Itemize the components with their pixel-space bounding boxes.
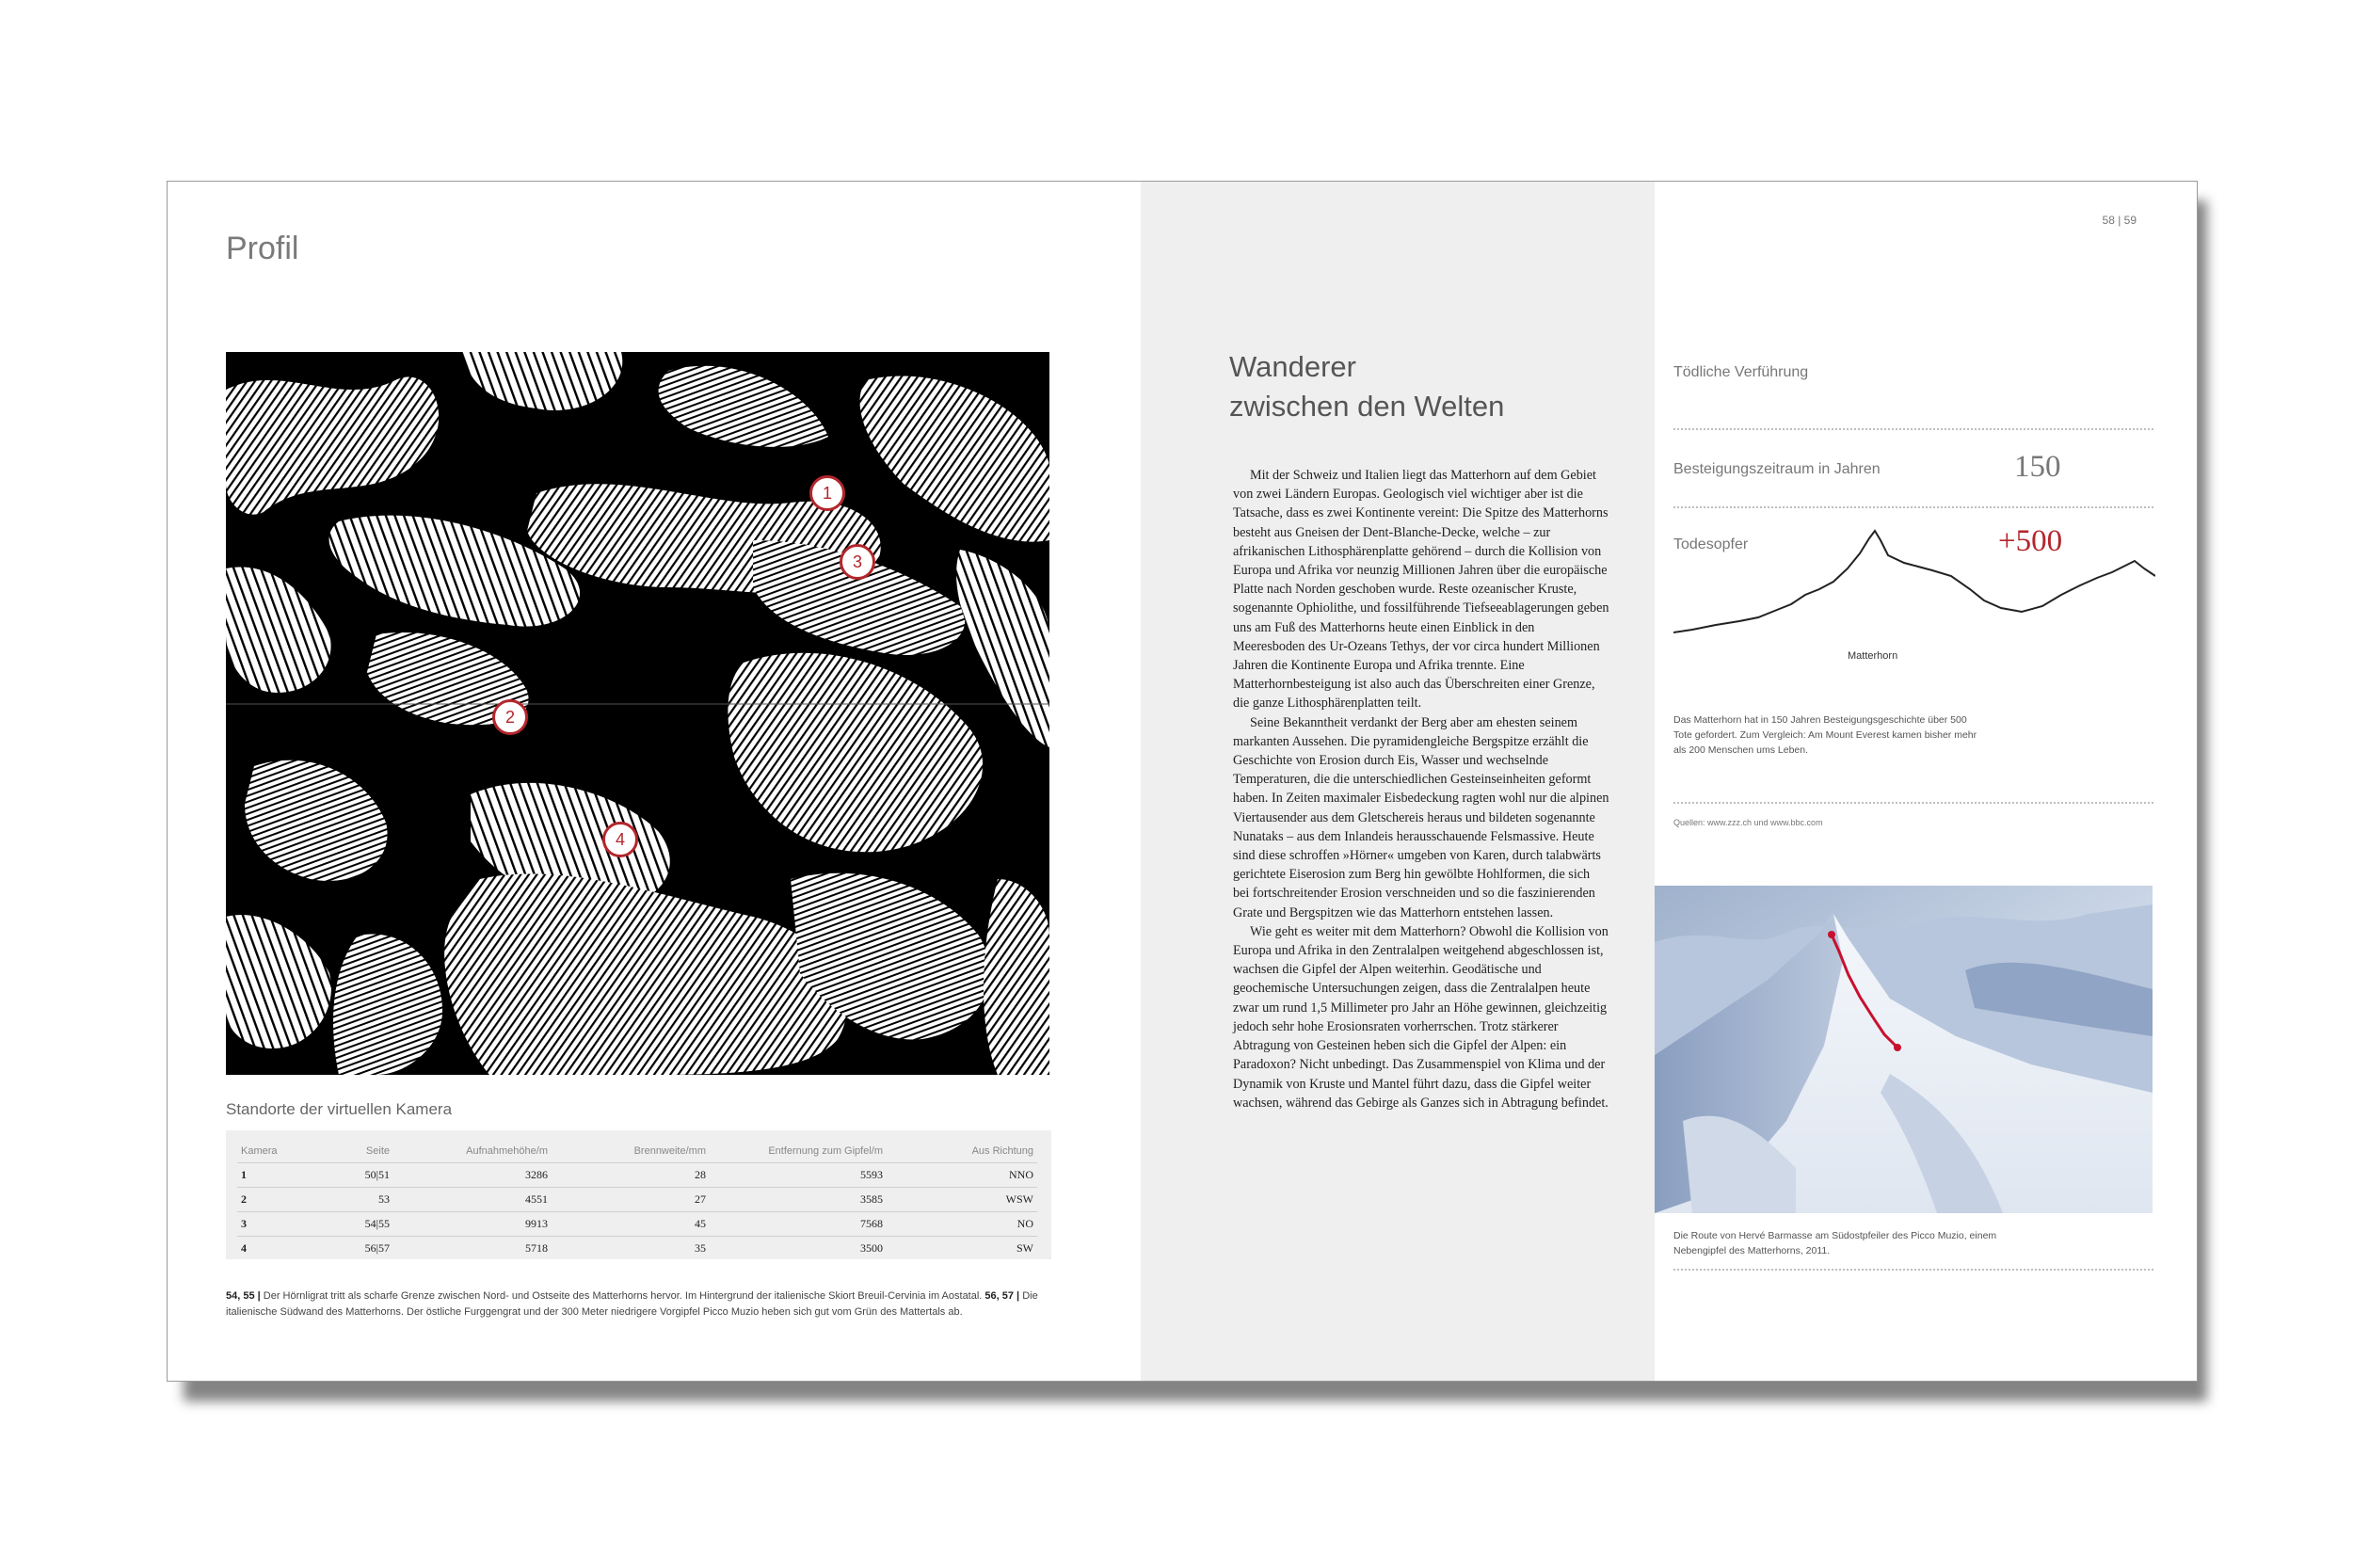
table-cell: NO: [887, 1212, 1037, 1237]
article-column: [1141, 182, 1655, 1381]
article-body: [1233, 466, 1609, 1112]
article-title-line: zwischen den Welten: [1229, 390, 1505, 423]
column-header: Seite: [365, 1145, 390, 1157]
right-page: [1655, 182, 2197, 1381]
table-cell: 50|51: [311, 1163, 393, 1188]
section-title: Profil: [226, 231, 299, 266]
book-spread: [167, 181, 2198, 1382]
table-cell: 5593: [710, 1163, 887, 1188]
table-cell: WSW: [887, 1188, 1037, 1212]
camera-marker-4: 4: [602, 822, 638, 857]
camera-marker-3: 3: [840, 544, 875, 580]
table-cell: 4: [237, 1237, 311, 1261]
contour-map-image: [226, 352, 1049, 1075]
table-cell: 28: [552, 1163, 710, 1188]
table-cell: 3286: [393, 1163, 552, 1188]
paragraph: Seine Bekanntheit verdankt der Berg aber am ehesten seinem markanten Aussehen. Die pyramidengleiche Bergspitze erzählt die Geschichte von Erosion durch Eis, Wasser und wechselnde Temperaturen, die die unterschiedlichen Gesteinseinheiten geformt haben. In Zeiten maximaler Eisbedeckung ragten wohl nur die alpinen Viertausender aus dem Gletschereis heraus und bildeten sogenannte Nunataks – aus dem Inlandeis herausschauende Felsmassive. Heute sind diese schroffen »Hörner« umgeben von Karen, durch talabwärts gerichtete Eiserosion zum Berg hin gewölbte Hohlformen, die sich bei fortschreitender Erosion verschneiden und so die faszinierenden Grate und Bergspitzen wie das Matterhorn entstehen lassen.: [1233, 714, 1609, 920]
column-header: Aus Richtung: [971, 1145, 1033, 1157]
table-cell: 4551: [393, 1188, 552, 1212]
page-number: 58 | 59: [2102, 214, 2137, 227]
mountain-profile-graphic: [1673, 527, 2155, 640]
table-title: Standorte der virtuellen Kamera: [226, 1100, 453, 1118]
table-cell: 45: [552, 1212, 710, 1237]
table-row: [237, 1163, 1037, 1188]
paragraph: Mit der Schweiz und Italien liegt das Matterhorn auf dem Gebiet von zwei Ländern Europas. Geologisch viel wichtiger aber ist die Tatsache, dass es zwei Kontinente vereint: Die Spitze des Matterhorns besteht aus Gneisen der Dent-Blanche-Decke, welche – zur afrikanischen Lithosphärenplatte gehörend – durch die Kollision von Europa und Afrika vor neunzig Millionen Jahren über die europäische Platte nach Norden geschoben wurde. Reste ozeanischer Kruste, sogenannte Ophiolithe, und fossilführende Tiefseeablagerungen geben uns am Fuß des Matterhorns heute einen Einblick in den Meeresboden des Ur-Ozeans Tethys, der vor circa hundert Millionen Jahren die Kontinente Europa und Afrika trennte. Eine Matterhornbesteigung ist also auch das Überschreiten einer Grenze, die ganze Lithosphärenplatten teilt.: [1233, 468, 1609, 712]
article-title-line: Wanderer: [1229, 350, 1356, 383]
caption-ref: 54, 55 |: [226, 1290, 261, 1302]
table-cell: 3: [237, 1212, 311, 1237]
divider: [1673, 506, 2153, 508]
table-row: [237, 1237, 1037, 1261]
mountain-photo: [1655, 886, 2153, 1213]
table-cell: 2: [237, 1188, 311, 1212]
table-cell: 9913: [393, 1212, 552, 1237]
stat-value: +500: [1998, 524, 2063, 558]
camera-table: [226, 1130, 1051, 1259]
image-caption: [226, 1288, 1054, 1320]
divider: [1673, 1269, 2153, 1271]
stat-label: Todesopfer: [1673, 536, 1749, 552]
column-header: Brennweite/mm: [633, 1145, 706, 1157]
table-header-row: [237, 1140, 1037, 1163]
divider: [1673, 802, 2153, 804]
left-page: [168, 182, 1141, 1381]
camera-marker-1: 1: [809, 475, 845, 511]
column-header: Aufnahmehöhe/m: [466, 1145, 548, 1157]
table-row: [237, 1188, 1037, 1212]
divider: [1673, 428, 2153, 430]
table-cell: 7568: [710, 1212, 887, 1237]
caption-text: Die italienische Südwand des Matterhorns. Der östliche Furggengrat und der 300 Meter niedrigere Vorgipfel Picco Muzio heben sich gut vom Grün des Mattertals ab.: [226, 1290, 1038, 1318]
table-cell: 53: [311, 1188, 393, 1212]
caption-text: Der Hörnligrat tritt als scharfe Grenze zwischen Nord- und Ostseite des Matterhorns hervor. Im Hintergrund der italienische Skiort Breuil-Cervinia im Aostatal.: [260, 1290, 983, 1302]
table-cell: NNO: [887, 1163, 1037, 1188]
caption-ref: 56, 57 |: [982, 1290, 1020, 1302]
column-header: Entfernung zum Gipfel/m: [768, 1145, 883, 1157]
table-cell: 5718: [393, 1237, 552, 1261]
article-title: [1229, 347, 1504, 426]
infobox-note: Das Matterhorn hat in 150 Jahren Besteigungsgeschichte über 500 Tote gefordert. Zum Vergleich: Am Mount Everest kamen bisher mehr als 200 Menschen ums Leben.: [1673, 714, 1977, 756]
photo-caption: Die Route von Hervé Barmasse am Südostpfeiler des Picco Muzio, einem Nebengipfel des Matterhorns, 2011.: [1673, 1230, 1997, 1256]
paragraph: Wie geht es weiter mit dem Matterhorn? Obwohl die Kollision von Europa und Afrika in den Zentralalpen weitgehend abgeschlossen ist, wachsen die Gipfel der Alpen weiterhin. Geodätische und geochemische Untersuchungen zeigen, dass die Zentralalpen heute zwar um rund 1,5 Millimeter pro Jahr an Höhe gewinnen, gleichzeitig jedoch sehr hohe Erosionsraten vorherrschen. Trotz stärkerer Abtragung von Gesteinen heben sich die Gipfel der Alpen: ein Paradoxon? Nicht unbedingt. Das Zusammenspiel von Klima und der Dynamik von Kruste und Mantel führt dazu, dass die Gipfel weiter wachsen, während das Gebirge als Ganzes sich in Abtragung befindet.: [1233, 923, 1609, 1111]
table-cell: SW: [887, 1237, 1037, 1261]
table-cell: 1: [237, 1163, 311, 1188]
table-cell: 56|57: [311, 1237, 393, 1261]
table-cell: 3585: [710, 1188, 887, 1212]
profile-label: Matterhorn: [1848, 650, 1898, 662]
infobox-heading: Tödliche Verführung: [1673, 364, 1809, 380]
table-row: [237, 1212, 1037, 1237]
stat-value: 150: [2014, 450, 2061, 484]
stat-label: Besteigungszeitraum in Jahren: [1673, 461, 1881, 477]
source-note: Quellen: www.zzz.ch und www.bbc.com: [1673, 818, 1823, 827]
table-cell: 27: [552, 1188, 710, 1212]
camera-marker-2: 2: [492, 699, 528, 735]
table-cell: 3500: [710, 1237, 887, 1261]
table-cell: 35: [552, 1237, 710, 1261]
column-header: Kamera: [241, 1145, 278, 1157]
table-cell: 54|55: [311, 1212, 393, 1237]
